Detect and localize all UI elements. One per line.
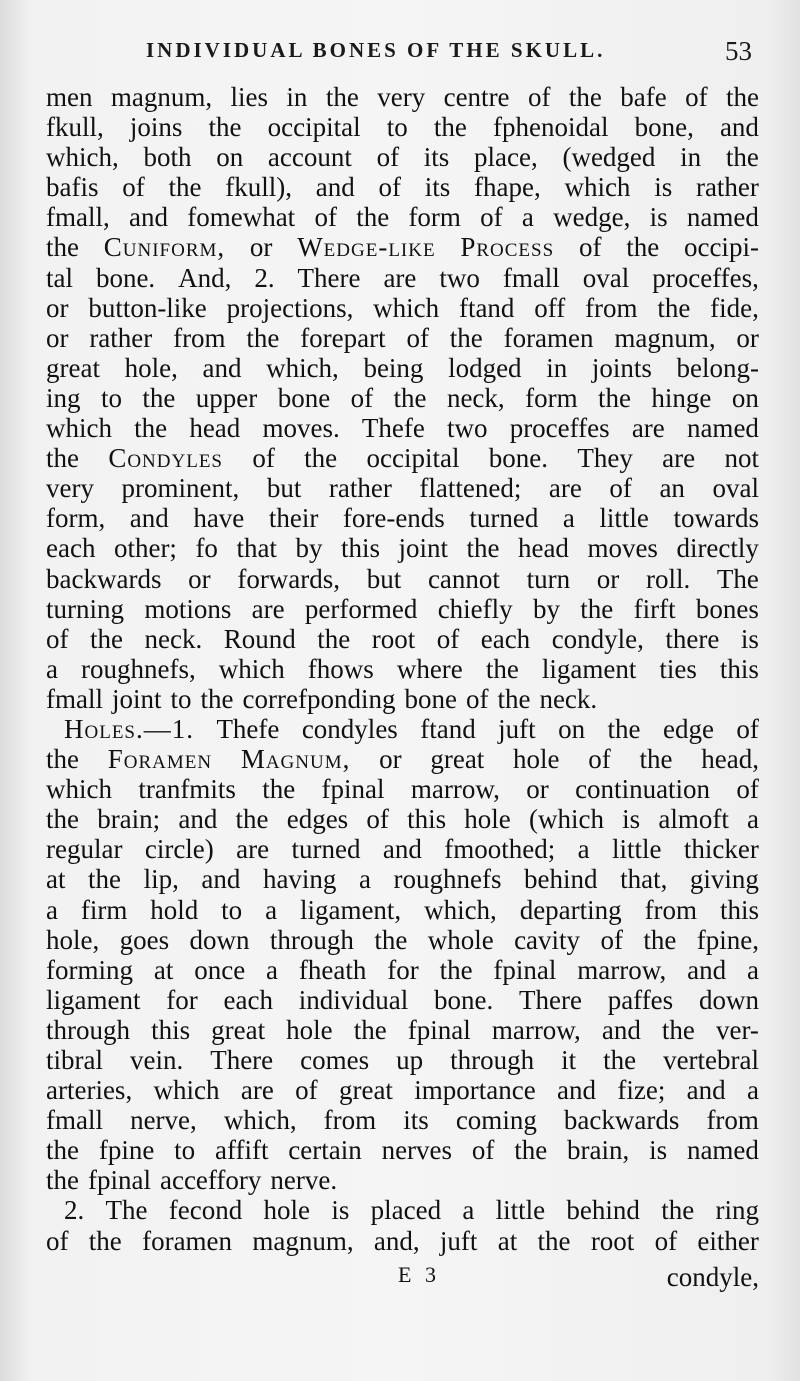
text-line: fmall, and fomewhat of the form of a wedge, is named [46,202,759,233]
text-line: great hole, and which, being lodged in joints belong- [46,352,759,383]
text-line: or button-like projections, which ftand off from the fide, [46,292,759,323]
text-line: hole, goes down through the whole cavity of the fpine, [46,924,759,955]
text-line: form, and have their fore-ends turned a little towards [46,503,759,534]
text-line: through this great hole the fpinal marrow, and the ver- [46,1014,759,1045]
text-line: or rather from the forepart of the foramen magnum, or [46,322,759,353]
text-line: of the foramen magnum, and, juft at the root of either [46,1225,759,1256]
text-line: fmall joint to the correfponding bone of the neck. [46,683,598,714]
text-line: bafis of the fkull), and of its fhape, which is rather [46,172,759,203]
text-line: the Foramen Magnum, or great hole of the head, [46,744,759,775]
text-line: the fpinal acceffory nerve. [46,1165,338,1196]
text-line: very prominent, but rather flattened; are of an oval [46,473,759,504]
text-line: turning motions are performed chiefly by the firft bones [46,593,759,624]
signature-mark: E 3 [398,1262,440,1287]
text-line: arteries, which are of great importance and fize; and a [46,1075,759,1106]
text-line: at the lip, and having a roughnefs behind that, giving [46,864,759,895]
text-line: a roughnefs, which fhows where the ligament ties this [46,653,759,684]
page-footer [46,1262,759,1294]
text-line: the Condyles of the occipital bone. They are not [46,443,759,474]
text-line: tibral vein. There comes up through it the vertebral [46,1045,759,1075]
body-text [46,82,759,1256]
text-line: which, both on account of its place, (wedged in the [46,142,759,173]
text-line: which tranfmits the fpinal marrow, or continuation of [46,774,759,805]
text-line: fkull, joins the occipital to the fphenoidal bone, and [46,112,759,143]
text-line: 2. The fecond hole is placed a little behind the ring [64,1195,759,1226]
text-line: a firm hold to a ligament, which, departing from this [46,894,759,925]
text-line: regular circle) are turned and fmoothed; a little thicker [46,834,759,865]
text-line: the fpine to affift certain nerves of the brain, is named [46,1135,759,1166]
page-number: 53 [725,36,752,66]
catchword: condyle, [666,1262,759,1292]
text-line: ligament for each individual bone. There paffes down [46,984,759,1015]
text-line: of the neck. Round the root of each condyle, there is [46,623,759,654]
text-line: men magnum, lies in the very centre of the bafe of the [46,82,759,112]
text-line: forming at once a fheath for the fpinal marrow, and a [46,954,759,985]
running-title: INDIVIDUAL BONES OF THE SKULL. [146,38,606,62]
text-line: ing to the upper bone of the neck, form the hinge on [46,382,759,413]
text-line: the brain; and the edges of this hole (which is almoft a [46,804,759,835]
running-head [48,36,752,72]
text-line: tal bone. And, 2. There are two fmall oval proceffes, [46,262,759,293]
text-line: the Cuniform, or Wedge-like Process of the occipi- [46,232,759,263]
text-line: backwards or forwards, but cannot turn or roll. The [46,563,759,594]
text-line: fmall nerve, which, from its coming backwards from [46,1105,759,1136]
text-line: Holes.—1. Thefe condyles ftand juft on the edge of [64,713,759,744]
text-line: each other; fo that by this joint the head moves directly [46,533,759,564]
text-line: which the head moves. Thefe two proceffes are named [46,413,759,444]
